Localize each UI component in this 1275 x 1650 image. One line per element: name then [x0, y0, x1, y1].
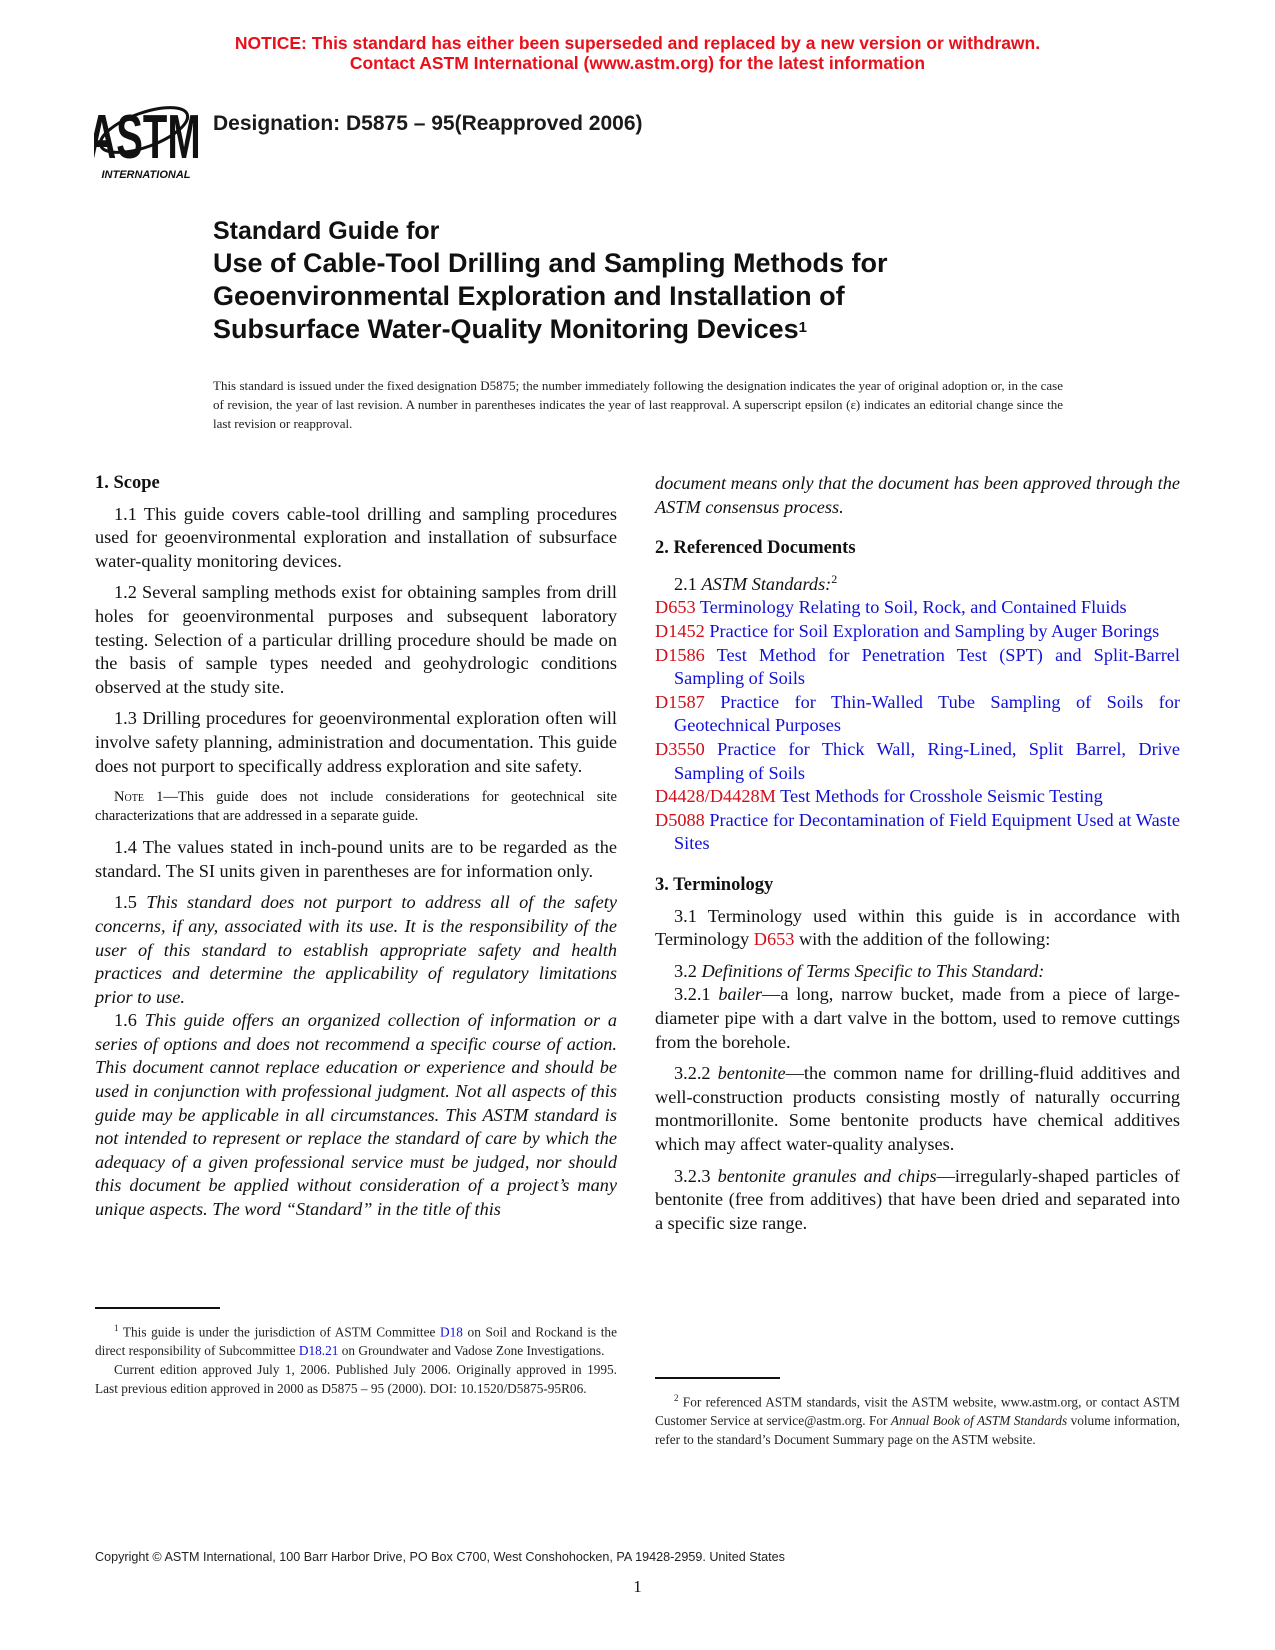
reference-d1586[interactable]: D1586 Test Method for Penetration Test (SPT) and Split-Barrel Sampling of Soils [655, 644, 1180, 689]
committee-d18-link[interactable]: D18 [440, 1324, 463, 1340]
reference-list [655, 596, 1180, 856]
notice-line-1: NOTICE: This standard has either been superseded and replaced by a new version or withdrawn. [234, 33, 1041, 53]
title-prefix: Standard Guide for [213, 217, 440, 245]
paragraph-1-2: 1.2 Several sampling methods exist for obtaining samples from drill holes for geoenvironmental purposes and subsequent laboratory testing. Selection of a particular drilling procedure should be made on the basis of sample types needed and geohydrologic conditions observed at the study site. [95, 582, 617, 697]
right-column [655, 472, 1181, 1448]
astm-standards-subheading: 2.1 ASTM Standards:$^2$ [674, 571, 838, 594]
note-1 [95, 788, 617, 826]
paragraph-3-1: 3.1 Terminology used within this guide is in accordance with Terminology D653 with the addition of the following: [655, 905, 1180, 950]
svg-text:ASTM: ASTM [94, 103, 201, 173]
reference-d5088[interactable]: D5088 Practice for Decontamination of Field Equipment Used at Waste Sites [655, 809, 1180, 854]
paragraph-3-2: 3.2 Definitions of Terms Specific to This Standard: [674, 960, 1045, 981]
reference-d1587[interactable]: D1587 Practice for Thin-Walled Tube Sampling of Soils for Geotechnical Purposes [655, 691, 1181, 736]
footnote-2: $^2$ For referenced ASTM standards, visit the ASTM website, www.astm.org, or contact ASTM Customer Service at service@astm.org. For Annual Book of ASTM Standards volume information, refer to the standard’s Document Summary page on the ASTM website. [655, 1393, 1180, 1448]
terminology-d653-link[interactable]: D653 [753, 929, 795, 950]
footnote-rule [95, 1307, 220, 1309]
left-column [95, 472, 617, 1397]
paragraph-1-1: 1.1 This guide covers cable-tool drilling and sampling procedures used for geoenvironmental exploration and installation of subsurface water-quality monitoring devices. [95, 503, 617, 571]
title-line-3: Subsurface Water-Quality Monitoring Devices$^1$ [213, 314, 807, 344]
title-line-2: Geoenvironmental Exploration and Installation of [213, 281, 845, 311]
section-heading-referenced-documents: 2. Referenced Documents [655, 538, 856, 559]
reference-d653[interactable]: D653 Terminology Relating to Soil, Rock, and Contained Fluids [655, 597, 1127, 618]
paragraph-1-3: 1.3 Drilling procedures for geoenvironmental exploration often will involve safety planning, administration and documentation. This guide does not purport to specifically address exploration and site safety. [95, 708, 617, 776]
reference-d4428[interactable]: D4428/D4428M Test Methods for Crosshole Seismic Testing [655, 786, 1103, 807]
page-number: 1 [633, 1577, 642, 1596]
title-line-1: Use of Cable-Tool Drilling and Sampling Methods for [213, 248, 888, 278]
definition-bailer: 3.2.1 bailer—a long, narrow bucket, made from a piece of large-diameter pipe with a dart valve in the bottom, used to remove cuttings from the borehole. [655, 984, 1180, 1052]
astm-logo [94, 90, 204, 182]
copyright-notice: Copyright © ASTM International, 100 Barr Harbor Drive, PO Box C700, West Conshohocken, PA 19428-2959. United States [95, 1550, 785, 1564]
section-heading-scope: 1. Scope [95, 473, 160, 493]
footnote-rule [655, 1377, 780, 1379]
subcommittee-d18-21-link[interactable]: D18.21 [298, 1343, 339, 1359]
footnotes-left [95, 1307, 617, 1398]
title-footnote-mark: 1 [798, 319, 807, 336]
note-label: Note 1 [114, 789, 164, 806]
footnote-1: $^1$ This guide is under the jurisdiction of ASTM Committee D18 on Soil and Rockand is the direct responsibility of Subcommittee D18.21 on Groundwater and Vadose Zone Investigations. Current edition approved July 1, 2006. Published July 2006. Originally approved in 1995. Last previous edition approved in 2000 as D5875 – 95 (2000). DOI: 10.1520/D5875-95R06. [95, 1323, 617, 1397]
definition-bentonite: 3.2.2 bentonite—the common name for drilling-fluid additives and well-construction products consisting mostly of naturally occurring montmorillonite. Some bentonite products have chemical additives which may affect water-quality analyses. [655, 1063, 1180, 1154]
svg-text:INTERNATIONAL: INTERNATIONAL [101, 169, 191, 181]
paragraph-1-6-continued: document means only that the document has been approved through the ASTM consensus process. [655, 473, 1180, 517]
section-heading-terminology: 3. Terminology [655, 875, 774, 895]
notice-line-2: Contact ASTM International (www.astm.org) for the latest information [349, 53, 926, 73]
astm-logo-icon [94, 90, 204, 182]
reference-d3550[interactable]: D3550 Practice for Thick Wall, Ring-Lined, Split Barrel, Drive Sampling of Soils [655, 739, 1181, 783]
designation: Designation: D5875 – 95(Reapproved 2006) [213, 112, 643, 135]
issued-statement: This standard is issued under the fixed designation D5875; the number immediately following the designation indicates the year of original adoption or, in the case of revision, the year of last revision. A number in parentheses indicates the year of last reapproval. A superscript epsilon (ε) indicates an editorial change since the last revision or reapproval. [213, 378, 1063, 431]
paragraph-1-5: 1.5 This standard does not purport to address all of the safety concerns, if any, associated with its use. It is the responsibility of the user of this standard to establish appropriate safety and health practices and determine the applicability of regulatory limitations prior to use. [95, 892, 617, 1007]
footnote-1-edition: Current edition approved July 1, 2006. Published July 2006. Originally approved in 1995. Last previous edition approved in 2000 as D5875 – 95 (2000). DOI: 10.1520/D5875-95R06. [95, 1362, 617, 1397]
reference-d1452[interactable]: D1452 Practice for Soil Exploration and Sampling by Auger Borings [655, 621, 1160, 642]
paragraph-1-4: 1.4 The values stated in inch-pound units are to be regarded as the standard. The SI units given in parentheses are for information only. [95, 837, 617, 881]
footnotes-right [655, 1377, 1180, 1449]
document-title [213, 215, 1163, 346]
definition-bentonite-granules: 3.2.3 bentonite granules and chips—irregularly-shaped particles of bentonite (free from additives) that have been dried and separated into a specific size range. [655, 1165, 1181, 1233]
note-text: —This guide does not include considerations for geotechnical site characterizations that are addressed in a separate guide. [95, 789, 617, 825]
paragraph-1-6: 1.6 This guide offers an organized collection of information or a series of options and does not recommend a specific course of action. This document cannot replace education or experience and should be used in conjunction with professional judgment. Not all aspects of this guide may be applicable in all circumstances. This ASTM standard is not intended to represent or replace the standard of care by which the adequacy of a given professional service must be judged, nor should this document be applied without consideration of a project’s many unique aspects. The word “Standard” in the title of this [95, 1010, 617, 1220]
supersession-notice [0, 33, 1275, 73]
